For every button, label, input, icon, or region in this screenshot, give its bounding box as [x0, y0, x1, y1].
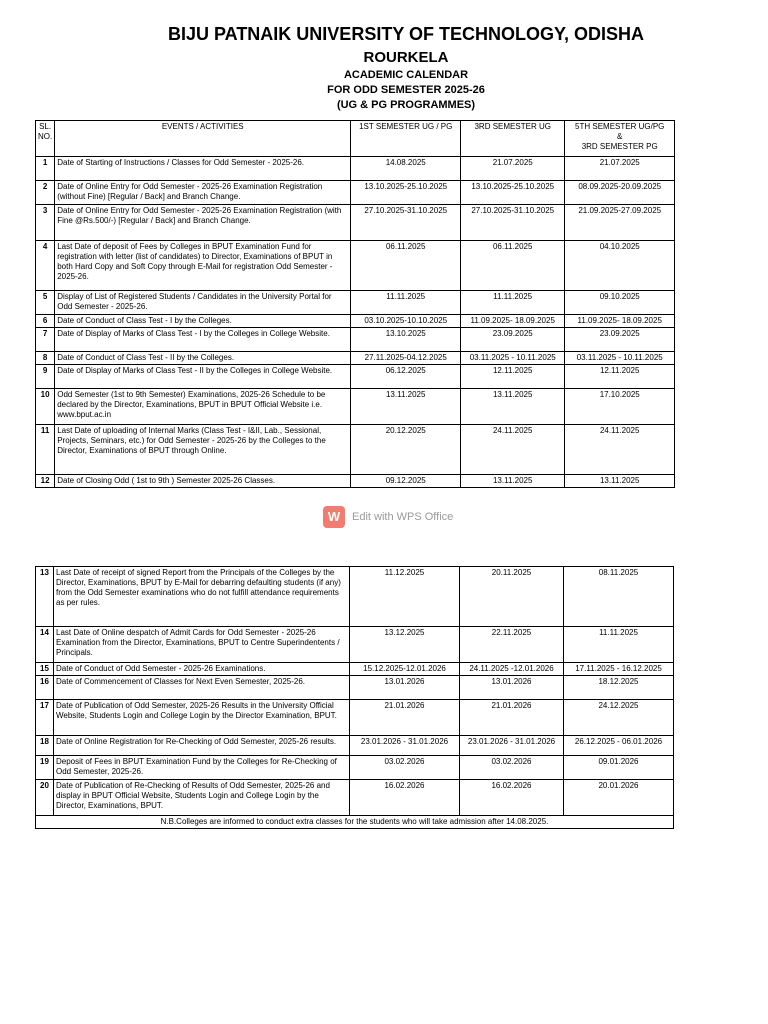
- row-sl-no: 20: [36, 780, 54, 816]
- row-sem1-date: 16.02.2026: [350, 780, 460, 816]
- sem5-header-line1: 5TH SEMESTER UG/PG: [575, 122, 665, 131]
- row-sem5-date: 08.11.2025: [564, 567, 674, 627]
- row-sem3-date: 24.11.2025 -12.01.2026: [460, 663, 564, 676]
- row-sem5-date: 04.10.2025: [565, 241, 675, 291]
- row-sem5-date: 17.10.2025: [565, 389, 675, 425]
- row-event: Date of Conduct of Class Test - II by the Colleges.: [55, 352, 351, 365]
- row-event: Date of Conduct of Odd Semester - 2025-26 Examinations.: [54, 663, 350, 676]
- row-sl-no: 6: [36, 315, 55, 328]
- row-event: Last Date of receipt of signed Report from the Principals of the Colleges by the Director, Examinations, BPUT by E-Mail for debarring defaulting students (if any) from the Odd Semester examinations who do not fulfill attendance requirements as per rules.: [54, 567, 350, 627]
- row-event: Last Date of uploading of Internal Marks (Class Test - I&II, Lab., Sessional, Projects, Seminars, etc.) for Odd Semester - 2025-26 by the Colleges to the Director, Examinations of BPUT through Online.: [55, 425, 351, 475]
- row-event: Date of Publication of Re-Checking of Results of Odd Semester, 2025-26 and display in BPUT Official Website, Students Login and College Login by the Director, Examinations, BPUT.: [54, 780, 350, 816]
- calendar-title: ACADEMIC CALENDAR: [343, 69, 469, 81]
- table-row: [36, 756, 674, 780]
- row-sl-no: 11: [36, 425, 55, 475]
- row-event: Date of Closing Odd ( 1st to 9th ) Semester 2025-26 Classes.: [55, 475, 351, 488]
- row-sem1-date: 20.12.2025: [351, 425, 461, 475]
- row-sl-no: 12: [36, 475, 55, 488]
- row-sem5-date: 24.12.2025: [564, 700, 674, 736]
- row-sl-no: 1: [36, 157, 55, 181]
- table-row: [36, 700, 674, 736]
- row-sem3-date: 23.01.2026 - 31.01.2026: [460, 736, 564, 756]
- row-sem5-date: 26.12.2025 - 06.01.2026: [564, 736, 674, 756]
- row-sem3-date: 03.02.2026: [460, 756, 564, 780]
- row-sem3-date: 03.11.2025 - 10.11.2025: [461, 352, 565, 365]
- sem1-header: 1ST SEMESTER UG / PG: [351, 121, 461, 157]
- row-sem3-date: 27.10.2025-31.10.2025: [461, 205, 565, 241]
- row-sem3-date: 11.09.2025- 18.09.2025: [461, 315, 565, 328]
- row-sem1-date: 13.10.2025-25.10.2025: [351, 181, 461, 205]
- table-row: [36, 676, 674, 700]
- row-sem3-date: 11.11.2025: [461, 291, 565, 315]
- table-row: [36, 328, 675, 352]
- row-sl-no: 19: [36, 756, 54, 780]
- row-sem3-date: 21.07.2025: [461, 157, 565, 181]
- row-sl-no: 14: [36, 627, 54, 663]
- calendar-table-part1: [35, 120, 675, 488]
- semester-title: FOR ODD SEMESTER 2025-26: [327, 84, 485, 96]
- table-row: [36, 780, 674, 816]
- table-row: [36, 352, 675, 365]
- row-event: Date of Display of Marks of Class Test - I by the Colleges in College Website.: [55, 328, 351, 352]
- row-sem5-date: 23.09.2025: [565, 328, 675, 352]
- row-sem5-date: 11.09.2025- 18.09.2025: [565, 315, 675, 328]
- row-sem5-date: 24.11.2025: [565, 425, 675, 475]
- row-sem1-date: 11.12.2025: [350, 567, 460, 627]
- row-event: Odd Semester (1st to 9th Semester) Examinations, 2025-26 Schedule to be declared by the Director, Examinations, BPUT in BPUT Official Website i.e. www.bput.ac.in: [55, 389, 351, 425]
- wps-logo-icon: W: [323, 506, 345, 528]
- sem5-header-line2: &: [617, 132, 623, 141]
- table-row: [36, 389, 675, 425]
- row-event: Display of List of Registered Students / Candidates in the University Portal for Odd Semester - 2025-26.: [55, 291, 351, 315]
- table-row: [36, 205, 675, 241]
- row-sem1-date: 06.11.2025: [351, 241, 461, 291]
- table-row: [36, 157, 675, 181]
- row-sem5-date: 20.01.2026: [564, 780, 674, 816]
- row-sl-no: 7: [36, 328, 55, 352]
- row-sem5-date: 18.12.2025: [564, 676, 674, 700]
- row-sem3-date: 22.11.2025: [460, 627, 564, 663]
- row-sem3-date: 06.11.2025: [461, 241, 565, 291]
- row-sl-no: 3: [36, 205, 55, 241]
- programmes-title: (UG & PG PROGRAMMES): [336, 99, 476, 111]
- table-row: [36, 241, 675, 291]
- note-row: [36, 816, 674, 829]
- row-sem1-date: 03.10.2025-10.10.2025: [351, 315, 461, 328]
- table-row: [36, 627, 674, 663]
- row-sem1-date: 14.08.2025: [351, 157, 461, 181]
- row-event: Date of Online Entry for Odd Semester - 2025-26 Examination Registration (with Fine @Rs.500/-) [Regular / Back] and Branch Change.: [55, 205, 351, 241]
- row-sl-no: 9: [36, 365, 55, 389]
- row-sem1-date: 15.12.2025-12.01.2026: [350, 663, 460, 676]
- sem3-header: 3RD SEMESTER UG: [461, 121, 565, 157]
- row-sem1-date: 13.01.2026: [350, 676, 460, 700]
- row-sl-no: 15: [36, 663, 54, 676]
- calendar-table-part2: [35, 566, 674, 829]
- row-sem1-date: 06.12.2025: [351, 365, 461, 389]
- row-sem5-date: 03.11.2025 - 10.11.2025: [565, 352, 675, 365]
- row-event: Date of Publication of Odd Semester, 2025-26 Results in the University Official Website, Students Login and College Login by the Director Examination, BPUT.: [54, 700, 350, 736]
- row-sl-no: 18: [36, 736, 54, 756]
- row-event: Date of Conduct of Class Test - I by the Colleges.: [55, 315, 351, 328]
- row-sem5-date: 13.11.2025: [565, 475, 675, 488]
- row-event: Last Date of deposit of Fees by Colleges in BPUT Examination Fund for registration with letter (list of candidates) to Director, Examinations of BPUT in both Hard Copy and Soft Copy through E-Mail for registration Odd Semester - 2025-26.: [55, 241, 351, 291]
- university-title: BIJU PATNAIK UNIVERSITY OF TECHNOLOGY, ODISHA: [167, 24, 645, 44]
- row-sl-no: 17: [36, 700, 54, 736]
- row-sem3-date: 12.11.2025: [461, 365, 565, 389]
- city-title: ROURKELA: [363, 49, 449, 66]
- row-event: Date of Online Entry for Odd Semester - 2025-26 Examination Registration (without Fine) [Regular / Back] and Branch Change.: [55, 181, 351, 205]
- table-header-row: [36, 121, 675, 157]
- row-sl-no: 2: [36, 181, 55, 205]
- row-event: Date of Online Registration for Re-Checking of Odd Semester, 2025-26 results.: [54, 736, 350, 756]
- row-sem5-date: 17.11.2025 - 16.12.2025: [564, 663, 674, 676]
- row-event: Deposit of Fees in BPUT Examination Fund by the Colleges for Re-Checking of Odd Semester, 2025-26.: [54, 756, 350, 780]
- row-sem5-date: 08.09.2025-20.09.2025: [565, 181, 675, 205]
- row-sem5-date: 09.10.2025: [565, 291, 675, 315]
- table-row: [36, 736, 674, 756]
- row-sem3-date: 23.09.2025: [461, 328, 565, 352]
- row-event: Date of Starting of Instructions / Classes for Odd Semester - 2025-26.: [55, 157, 351, 181]
- row-sem1-date: 13.10.2025: [351, 328, 461, 352]
- row-event: Date of Display of Marks of Class Test - II by the Colleges in College Website.: [55, 365, 351, 389]
- row-sem1-date: 27.11.2025-04.12.2025: [351, 352, 461, 365]
- row-sem3-date: 13.01.2026: [460, 676, 564, 700]
- row-sem1-date: 13.11.2025: [351, 389, 461, 425]
- row-sem1-date: 13.12.2025: [350, 627, 460, 663]
- row-sem3-date: 16.02.2026: [460, 780, 564, 816]
- table-row: [36, 567, 674, 627]
- row-sl-no: 8: [36, 352, 55, 365]
- sl-no-header: SL. NO.: [36, 121, 55, 157]
- table-row: [36, 291, 675, 315]
- row-sl-no: 4: [36, 241, 55, 291]
- row-event: Date of Commencement of Classes for Next Even Semester, 2025-26.: [54, 676, 350, 700]
- row-sem3-date: 20.11.2025: [460, 567, 564, 627]
- row-sl-no: 5: [36, 291, 55, 315]
- row-sem5-date: 09.01.2026: [564, 756, 674, 780]
- table-row: [36, 365, 675, 389]
- table-row: [36, 425, 675, 475]
- row-sl-no: 13: [36, 567, 54, 627]
- note-text: N.B.Colleges are informed to conduct extra classes for the students who will take admission after 14.08.2025.: [36, 816, 674, 829]
- events-header: EVENTS / ACTIVITIES: [55, 121, 351, 157]
- wps-edit-label: Edit with WPS Office: [352, 511, 454, 523]
- table-row: [36, 315, 675, 328]
- row-sem3-date: 24.11.2025: [461, 425, 565, 475]
- row-sem1-date: 27.10.2025-31.10.2025: [351, 205, 461, 241]
- row-sem3-date: 21.01.2026: [460, 700, 564, 736]
- row-sem1-date: 03.02.2026: [350, 756, 460, 780]
- row-sem5-date: 21.09.2025-27.09.2025: [565, 205, 675, 241]
- row-sem5-date: 12.11.2025: [565, 365, 675, 389]
- row-sl-no: 16: [36, 676, 54, 700]
- row-sem1-date: 23.01.2026 - 31.01.2026: [350, 736, 460, 756]
- sem5-header: [565, 121, 675, 157]
- row-sem1-date: 21.01.2026: [350, 700, 460, 736]
- table-row: [36, 181, 675, 205]
- table-row: [36, 663, 674, 676]
- row-sem3-date: 13.11.2025: [461, 475, 565, 488]
- row-sem5-date: 11.11.2025: [564, 627, 674, 663]
- table-row: [36, 475, 675, 488]
- row-event: Last Date of Online despatch of Admit Cards for Odd Semester - 2025-26 Examination from the Director, Examinations, BPUT to Centre Superindentents / Principals.: [54, 627, 350, 663]
- row-sl-no: 10: [36, 389, 55, 425]
- row-sem3-date: 13.11.2025: [461, 389, 565, 425]
- row-sem5-date: 21.07.2025: [565, 157, 675, 181]
- row-sem1-date: 09.12.2025: [351, 475, 461, 488]
- row-sem1-date: 11.11.2025: [351, 291, 461, 315]
- wps-edit-banner[interactable]: [323, 506, 453, 528]
- sem5-header-line3: 3RD SEMESTER PG: [581, 142, 658, 151]
- row-sem3-date: 13.10.2025-25.10.2025: [461, 181, 565, 205]
